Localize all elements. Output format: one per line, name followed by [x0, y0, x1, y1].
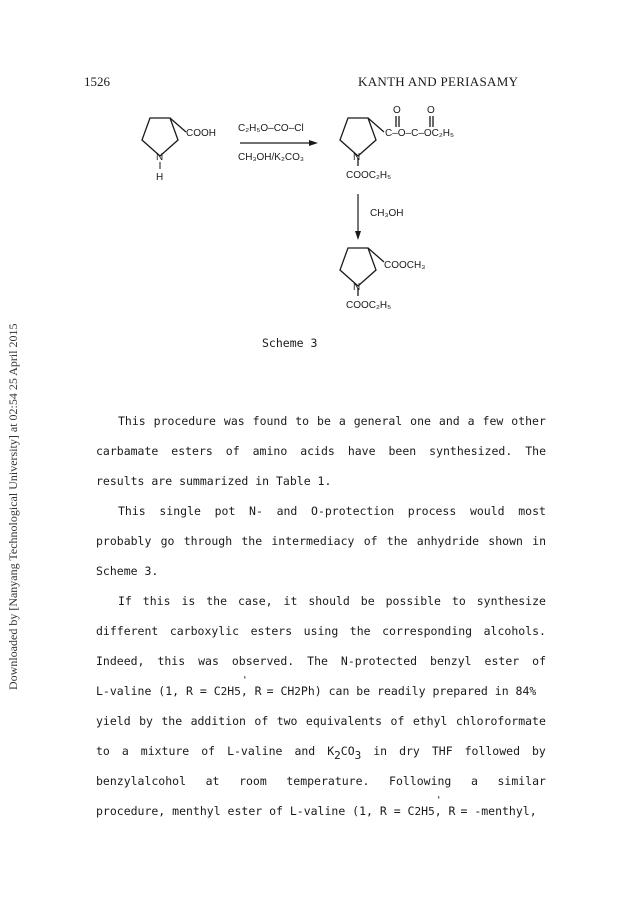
word: intermediacy [271, 534, 355, 548]
step2-reagent: CH₃OH [370, 208, 404, 219]
word: similar [497, 774, 546, 788]
p3-l4-d: = CH [266, 684, 295, 698]
product-ring-n: N [353, 282, 361, 293]
running-head: KANTH AND PERIASAMY [358, 74, 519, 89]
arrow-head [309, 140, 318, 146]
reagent-bottom: CH₃OH/K₂CO₃ [238, 152, 304, 163]
word: If [118, 594, 132, 608]
reactant-group: COOH [186, 128, 216, 139]
ring-n: N [156, 152, 164, 163]
word: most [518, 504, 546, 518]
p1-line-2 [96, 444, 546, 458]
word: The [307, 654, 328, 668]
word: one [410, 414, 431, 428]
p1-line-3-text: results are summarized in Table 1. [96, 474, 332, 488]
p3-l6-co-sub: 3 [354, 749, 362, 762]
carbonyl-o2: O [427, 105, 435, 116]
word: of [254, 714, 269, 728]
word: This [118, 504, 146, 518]
p3-l6-formula [327, 744, 362, 762]
word: ethyl [412, 714, 448, 728]
word: single [159, 504, 201, 518]
word: O-protection [311, 504, 395, 518]
word: N-protected [340, 654, 418, 668]
p3-line-3 [96, 654, 546, 668]
word: it [283, 594, 298, 608]
word: process [407, 504, 457, 518]
word: go [160, 534, 175, 548]
word: pot [214, 504, 236, 518]
word: Indeed, [96, 654, 145, 668]
word: Following [389, 774, 452, 788]
word: ester [484, 654, 520, 668]
word: benzyl [430, 654, 472, 668]
word: This [118, 414, 146, 428]
p3-l4-e: Ph) can be readily prepared in 84% [300, 684, 537, 698]
word: chloroformate [455, 714, 546, 728]
anhydride-chain: C–O–C–OC₂H₅ [385, 128, 455, 139]
p2-line-3 [96, 564, 546, 578]
p3-l4-c: ' , R [241, 684, 262, 698]
p3-l8-c: ' , R [435, 804, 456, 818]
word: of [225, 444, 240, 458]
word: case, [237, 594, 273, 608]
word: would [469, 504, 505, 518]
word: and [438, 414, 460, 428]
p3-line-8: procedure, menthyl ester of L-valine (1, R = C 2 H 5 ' , R = -menthyl, [96, 804, 546, 818]
word: benzylalcohol [96, 774, 187, 788]
ring-h: H [156, 172, 164, 183]
word: of [532, 654, 546, 668]
word: be [360, 594, 375, 608]
word: temperature. [286, 774, 370, 788]
p3-l6-r3: followed [464, 744, 520, 758]
p1-line-1 [118, 414, 546, 428]
word: through [183, 534, 233, 548]
word: to [451, 594, 466, 608]
word: possible [385, 594, 441, 608]
p3-l6-co: CO [340, 744, 355, 758]
word: The [525, 444, 546, 458]
p3-l6-w3: of [201, 744, 216, 758]
p3-l6-w2: mixture [140, 744, 190, 758]
word: the [386, 534, 408, 548]
p3-l6-k: K [327, 744, 335, 758]
p3-l6-w1: a [121, 744, 129, 758]
p1-line-3 [96, 474, 546, 488]
word: different [96, 624, 159, 638]
anhydride-ring-n: N [353, 152, 361, 163]
word: procedure [153, 414, 216, 428]
word: found [252, 414, 288, 428]
p3-line-6 [96, 744, 546, 762]
word: observed. [231, 654, 295, 668]
p3-l6-r1: dry [399, 744, 420, 758]
word: of [390, 714, 405, 728]
p3-l6-r4: by [531, 744, 546, 758]
p3-l6-w5: and [294, 744, 316, 758]
word: the [349, 624, 371, 638]
p3-line-2 [96, 624, 546, 638]
word: in [532, 534, 546, 548]
word: was [223, 414, 245, 428]
word: been [388, 444, 417, 458]
p3-line-5 [96, 714, 546, 728]
word: esters [171, 444, 213, 458]
p3-l8-b: H [421, 804, 429, 818]
product-group: COOCH₃ [384, 260, 426, 271]
word: N- [249, 504, 263, 518]
word: shown [488, 534, 523, 548]
word: carboxylic [169, 624, 240, 638]
word: the [161, 714, 183, 728]
word: anhydride [416, 534, 480, 548]
p3-l6-r0: in [373, 744, 388, 758]
word: a [467, 414, 475, 428]
p2-line-2 [96, 534, 546, 548]
word: general [353, 414, 403, 428]
word: carbamate [96, 444, 159, 458]
word: be [317, 414, 331, 428]
reaction-scheme [0, 0, 624, 340]
word: using [303, 624, 339, 638]
word: was [198, 654, 219, 668]
page-number: 1526 [84, 74, 110, 89]
anhydride-n-substituent: COOC₂H₅ [346, 170, 392, 181]
word: other [511, 414, 546, 428]
word: few [482, 414, 504, 428]
p3-l6-w4: L-valine [227, 744, 283, 758]
word: yield [96, 714, 131, 728]
word: to [295, 414, 310, 428]
p3-l4-b: H [227, 684, 235, 698]
p3-line-7 [96, 774, 546, 788]
product-ring [340, 248, 384, 296]
p3-l8-d: = -menthyl, [460, 804, 537, 818]
word: amino [252, 444, 288, 458]
word: probably [96, 534, 152, 548]
word: alcohols. [483, 624, 546, 638]
product-n-substituent: COOC₂H₅ [346, 300, 392, 311]
carbonyl-o1: O [393, 105, 401, 116]
download-watermark: Downloaded by [Nanyang Technological University] at 02:54 25 April 2015 [6, 323, 20, 690]
p3-l6-w0: to [96, 744, 110, 758]
word: at [205, 774, 220, 788]
word: is [181, 594, 196, 608]
p2-line-3-text: Scheme 3. [96, 564, 159, 578]
p3-l6-r2: THF [431, 744, 453, 758]
word: a [470, 774, 478, 788]
proline-ring [142, 118, 186, 156]
word: room [239, 774, 267, 788]
word: two [276, 714, 298, 728]
p3-line-4: L-valine (1, R = C 2 H 5 ' , R = CH 2 Ph) can be readily prepared in 84% [96, 684, 546, 698]
word: and [276, 504, 298, 518]
word: of [363, 534, 378, 548]
word: synthesize [476, 594, 546, 608]
word: corresponding [382, 624, 473, 638]
p3-l8-a: procedure, menthyl ester of L-valine (1, R = C [96, 804, 415, 818]
word: this [142, 594, 171, 608]
word: the [206, 594, 228, 608]
word: esters [250, 624, 293, 638]
word: acids [300, 444, 335, 458]
word: this [157, 654, 186, 668]
word: by [139, 714, 153, 728]
downward-arrow-head [355, 231, 361, 240]
word: have [347, 444, 376, 458]
word: addition [190, 714, 246, 728]
p2-line-1 [118, 504, 546, 518]
word: synthesized. [429, 444, 513, 458]
word: the [241, 534, 263, 548]
p3-l4-a: L-valine (1, R = C [96, 684, 221, 698]
scheme-caption: Scheme 3 [262, 336, 318, 350]
reagent-top: C₂H₅O–CO–Cl [238, 123, 304, 134]
p3-line-1 [118, 594, 546, 608]
word: a [338, 414, 346, 428]
p3-l6-k-sub: 2 [334, 749, 341, 762]
word: equivalents [305, 714, 383, 728]
word: should [308, 594, 350, 608]
